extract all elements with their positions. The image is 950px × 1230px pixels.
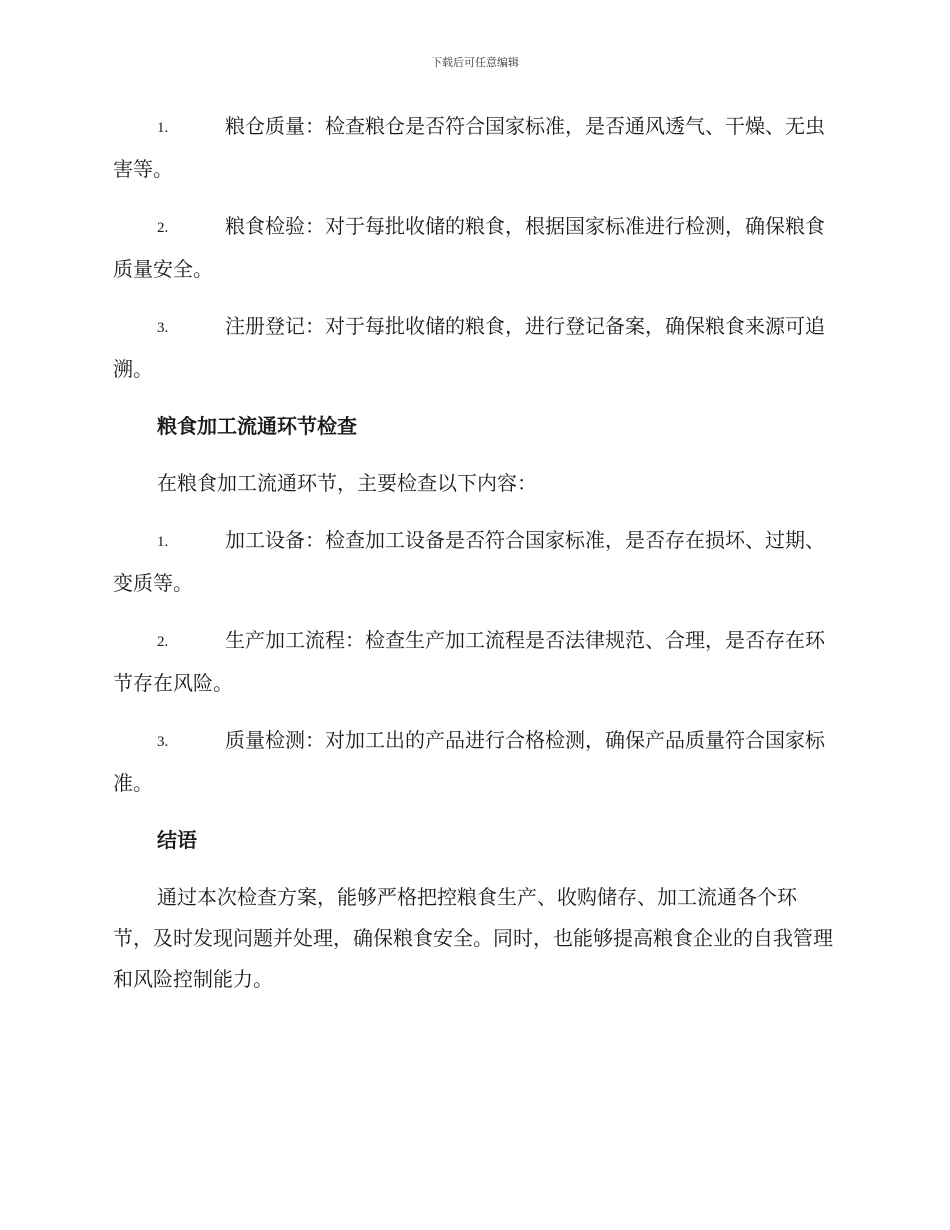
list-text: 粮食检验：对于每批收储的粮食，根据国家标准进行检测，确保粮食质量安全。 bbox=[113, 214, 825, 281]
list-item bbox=[113, 720, 835, 804]
section-intro: 在粮食加工流通环节，主要检查以下内容： bbox=[157, 471, 537, 495]
list-number: 3. bbox=[157, 734, 169, 750]
list-item bbox=[113, 106, 835, 190]
list-item bbox=[113, 306, 835, 390]
list-number: 3. bbox=[157, 320, 169, 336]
list-number: 1. bbox=[157, 120, 169, 136]
list-number: 2. bbox=[157, 634, 169, 650]
conclusion-heading: 结语 bbox=[157, 828, 197, 852]
conclusion-text: 通过本次检查方案，能够严格把控粮食生产、收购储存、加工流通各个环节，及时发现问题并处理，确保粮食安全。同时，也能够提高粮食企业的自我管理和风险控制能力。 bbox=[113, 885, 833, 991]
list-text: 生产加工流程：检查生产加工流程是否法律规范、合理，是否存在环节存在风险。 bbox=[113, 628, 825, 695]
document-body bbox=[113, 106, 835, 1016]
section-heading: 粮食加工流通环节检查 bbox=[157, 414, 357, 438]
list-number: 2. bbox=[157, 220, 169, 236]
list-number: 1. bbox=[157, 534, 169, 550]
list-item bbox=[113, 520, 835, 604]
list-text: 注册登记：对于每批收储的粮食，进行登记备案，确保粮食来源可追溯。 bbox=[113, 314, 825, 381]
list-text: 加工设备：检查加工设备是否符合国家标准，是否存在损坏、过期、变质等。 bbox=[113, 528, 825, 595]
header-note: 下载后可任意编辑 bbox=[431, 56, 519, 69]
list-text: 粮仓质量：检查粮仓是否符合国家标准，是否通风透气、干燥、无虫害等。 bbox=[113, 114, 825, 181]
list-text: 质量检测：对加工出的产品进行合格检测，确保产品质量符合国家标准。 bbox=[113, 728, 825, 795]
list-item bbox=[113, 206, 835, 290]
list-item bbox=[113, 620, 835, 704]
